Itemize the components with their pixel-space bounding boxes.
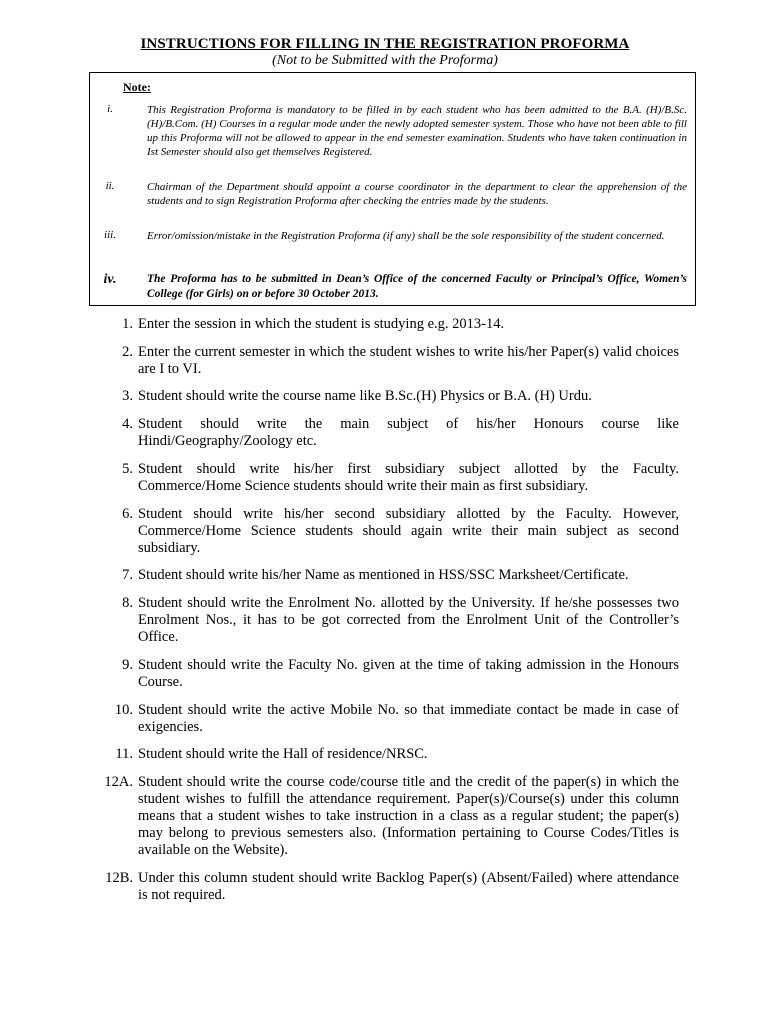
list-item-text: Student should write his/her first subsidiary subject allotted by the Faculty. Commerce/Home Science students should write their main as first subsidiary.	[138, 461, 679, 494]
list-item-number: 5.	[122, 461, 133, 477]
note-item-text: The Proforma has to be submitted in Dean’s Office of the concerned Faculty or Principal’s Office, Women’s College (for Girls) on or before 30 October 2013.	[147, 273, 687, 300]
note-item-number: ii.	[105, 180, 115, 192]
list-item-number: 9.	[122, 657, 133, 673]
list-item-text: Student should write the active Mobile No. so that immediate contact be made in case of exigencies.	[138, 702, 679, 735]
note-item-text: Error/omission/mistake in the Registration Proforma (if any) shall be the sole responsibility of the student concerned.	[147, 230, 665, 242]
list-item-number: 4.	[122, 416, 133, 432]
list-item-number: 11.	[115, 746, 133, 762]
list-item-number: 1.	[122, 316, 133, 332]
list-item-text: Student should write the course name like B.Sc.(H) Physics or B.A. (H) Urdu.	[138, 388, 592, 404]
list-item-text: Student should write the Faculty No. given at the time of taking admission in the Honours Course.	[138, 657, 679, 690]
list-item-text: Student should write the Hall of residence/NRSC.	[138, 746, 428, 762]
list-item-text: Student should write the main subject of his/her Honours course like Hindi/Geography/Zoology etc.	[138, 416, 679, 449]
note-item-number: iii.	[104, 229, 116, 241]
page-subtitle: (Not to be Submitted with the Proforma)	[272, 53, 498, 68]
list-item-number: 10.	[114, 702, 133, 718]
page-title: INSTRUCTIONS FOR FILLING IN THE REGISTRATION PROFORMA	[140, 36, 630, 52]
note-item-number: iv.	[103, 272, 117, 287]
list-item-number: 12A.	[104, 774, 133, 790]
note-box	[89, 72, 696, 306]
list-item-number: 8.	[122, 595, 133, 611]
list-item-number: 12B.	[105, 870, 133, 886]
list-item-text: Under this column student should write Backlog Paper(s) (Absent/Failed) where attendance is not required.	[138, 870, 679, 903]
list-item-text: Enter the current semester in which the student wishes to write his/her Paper(s) valid choices are I to VI.	[138, 344, 679, 377]
list-item-text: Student should write the course code/course title and the credit of the paper(s) in which the student wishes to fulfill the attendance requirement. Paper(s)/Course(s) under this column means that a student wishes to take instruction in a class as a regular student; the paper(s) may belong to previous semesters also. (Information pertaining to Course Codes/Titles is available on the Website).	[138, 774, 679, 858]
list-item-text: Student should write his/her Name as mentioned in HSS/SSC Marksheet/Certificate.	[138, 567, 629, 583]
list-item-number: 7.	[122, 567, 133, 583]
note-item-text: Chairman of the Department should appoint a course coordinator in the department to clear the apprehension of the students and to sign Registration Proforma after checking the entries made by the students.	[147, 181, 687, 207]
list-item-text: Student should write the Enrolment No. allotted by the University. If he/she possesses two Enrolment Nos., it has to be got corrected from the Enrolment Unit of the Controller’s Office.	[138, 595, 679, 645]
note-heading: Note:	[123, 80, 151, 94]
note-item-number: i.	[107, 103, 113, 115]
list-item-number: 2.	[122, 344, 133, 360]
note-item-text: This Registration Proforma is mandatory to be filled in by each student who has been admitted to the B.A. (H)/B.Sc. (H)/B.Com. (H) Courses in a regular mode under the newly adopted semester system. Those who have not been able to fill up this Proforma will not be allowed to appear in the end semester examination. Students who have taken continuation in Ist Semester should also get themselves Registered.	[147, 104, 687, 158]
list-item-number: 3.	[122, 388, 133, 404]
list-item-text: Student should write his/her second subsidiary allotted by the Faculty. However, Commerce/Home Science students should again write their main subject as second subsidiary.	[138, 506, 679, 556]
list-item-text: Enter the session in which the student is studying e.g. 2013-14.	[138, 316, 505, 332]
list-item-number: 6.	[122, 506, 133, 522]
